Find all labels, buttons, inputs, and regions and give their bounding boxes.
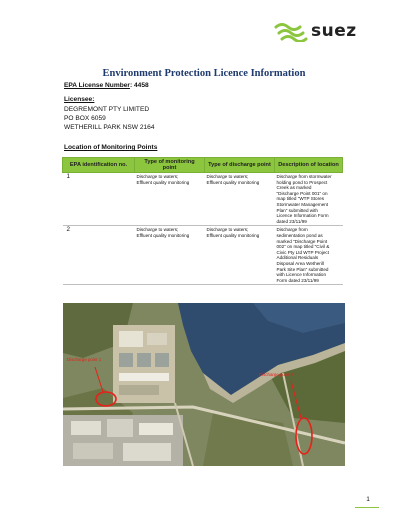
row-description: [275, 226, 343, 285]
cell-line: 002" on map titled "Civil &: [276, 244, 330, 250]
license-label: EPA License Number: [64, 82, 130, 89]
row-monitoring-type: [135, 173, 205, 226]
header-description: Description of location: [275, 158, 343, 173]
cell-line: Disposal Area Wetherill: [276, 260, 324, 266]
header-discharge-type: Type of discharge point: [205, 158, 275, 173]
cell-line: with Licence Information: [276, 272, 327, 278]
header-epa-id: EPA identification no.: [63, 158, 135, 173]
cell-line: Civic Pty Ltd WTP Project: [276, 249, 330, 255]
cell-line: holding pond to Prospect: [276, 179, 328, 185]
cell-line: Effluent quality monitoring: [206, 232, 260, 238]
cell-line: "Discharge Point 001" on: [276, 190, 328, 196]
cell-line: Effluent quality monitoring: [206, 179, 260, 185]
cell-line: Park Site Plan" submitted: [276, 266, 329, 272]
cell-line: Discharge from: [276, 227, 308, 233]
cell-line: Discharge to waters;: [206, 174, 249, 179]
cell-line: marked "Discharge Point: [276, 238, 328, 244]
cell-line: Additional Residuals: [276, 255, 319, 261]
page-number: 1: [366, 496, 370, 503]
license-line: EPA License Number: 4458: [64, 82, 149, 89]
cell-line: Plan" submitted with: [276, 207, 318, 213]
header-monitoring-type: Type of monitoring point: [135, 158, 205, 173]
table-row: [63, 173, 343, 226]
license-number: 4458: [134, 82, 149, 89]
suez-logo: [274, 19, 384, 43]
aerial-site-photo: [63, 303, 345, 466]
cell-line: Effluent quality monitoring: [136, 179, 190, 185]
table-row: [63, 226, 343, 285]
row-monitoring-type: [135, 226, 205, 285]
cell-line: Licence Information Form: [276, 213, 329, 219]
suez-waves-icon: [274, 20, 308, 42]
cell-line: Discharge to waters;: [206, 227, 249, 233]
licensee-name: DEGREMONT PTY LIMITED: [64, 106, 150, 113]
aerial-photo-drawing: [63, 303, 345, 466]
row-description: [275, 173, 343, 226]
map-label-discharge-1: Discharge point 1: [67, 357, 102, 362]
cell-line: Form dated 23/11/99: [276, 277, 319, 283]
row-id: 1: [63, 173, 135, 226]
page-number-rule: [355, 507, 379, 508]
row-id: 2: [63, 226, 135, 285]
table-header-row: [63, 158, 343, 173]
section-heading: Location of Monitoring Points: [64, 144, 158, 151]
cell-line: Stormwater Management: [276, 201, 329, 207]
cell-line: Discharge to waters;: [136, 174, 179, 179]
row-discharge-type: [205, 226, 275, 285]
cell-line: dated 23/11/99: [276, 218, 307, 224]
monitoring-points-table: [62, 157, 343, 285]
cell-line: sedimentation pond as: [276, 232, 323, 238]
cell-line: map titled "WTP Stores: [276, 196, 324, 202]
cell-line: Effluent quality monitoring: [136, 232, 190, 238]
page-title: Environment Protection Licence Information: [102, 68, 306, 79]
cell-line: Discharge to waters;: [136, 227, 179, 233]
cell-line: Discharge from stormwater: [276, 174, 332, 179]
licensee-label: Licensee:: [64, 96, 95, 103]
licensee-suburb: WETHERILL PARK NSW 2164: [64, 124, 155, 131]
licensee-po-box: PO BOX 6059: [64, 115, 106, 122]
cell-line: Creek as marked: [276, 185, 312, 191]
brand-name: suez: [311, 21, 357, 41]
row-discharge-type: [205, 173, 275, 226]
map-label-discharge-2: Discharge point 2: [259, 372, 294, 377]
